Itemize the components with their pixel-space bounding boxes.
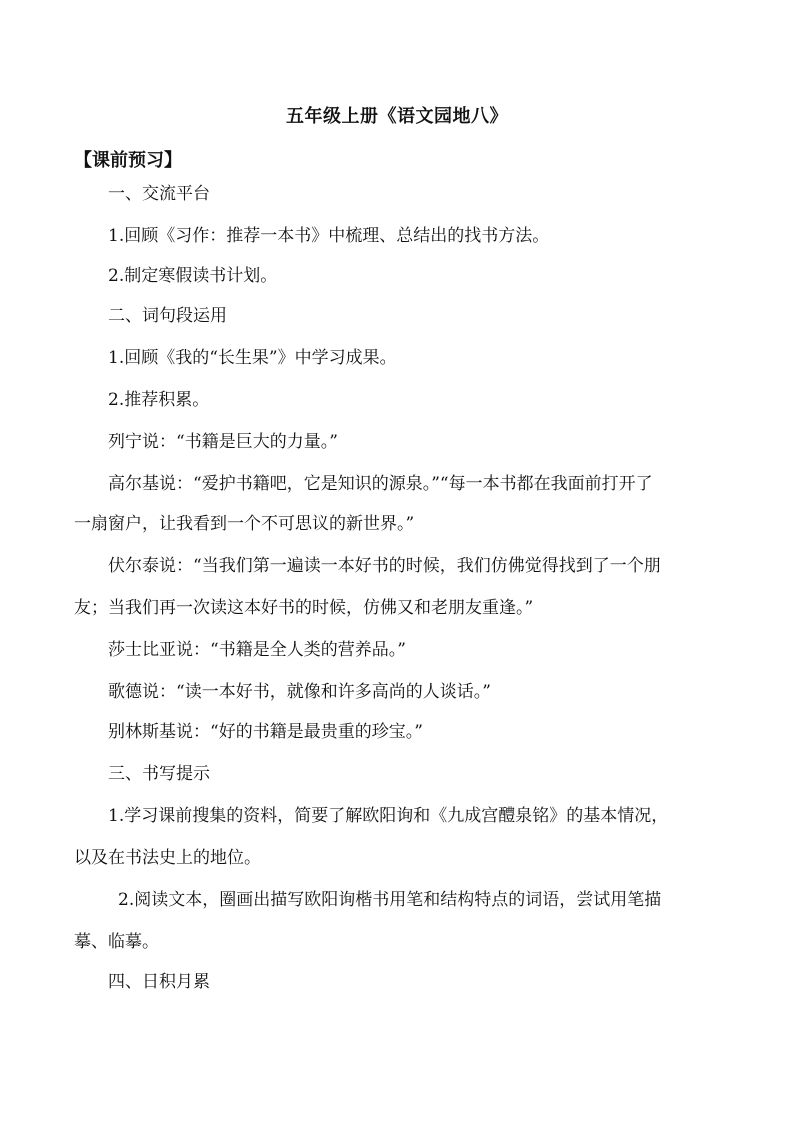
section-heading: 【课前预习】 [74, 150, 182, 171]
paragraph-line: 1.回顾《我的“长生果”》中学习成果。 [108, 348, 397, 368]
paragraph-line-continued: 以及在书法史上的地位。 [74, 848, 261, 868]
quote-line: 伏尔泰说：“当我们第一遍读一本好书的时候，我们仿佛觉得找到了一个朋 [108, 556, 661, 576]
paragraph-line: 1.学习课前搜集的资料，简要了解欧阳询和《九成宫醴泉铭》的基本情况， [108, 806, 669, 826]
subsection-heading-writing-tips: 三、书写提示 [108, 764, 210, 784]
quote-line-continued: 一扇窗户，让我看到一个不可思议的新世界。” [74, 514, 415, 534]
subsection-heading-daily-accumulation: 四、日积月累 [108, 972, 210, 992]
quote-line: 列宁说：“书籍是巨大的力量。” [108, 432, 338, 452]
quote-line-continued: 友；当我们再一次读这本好书的时候，仿佛又和老朋友重逢。” [74, 598, 534, 618]
quote-line: 歌德说：“读一本好书，就像和许多高尚的人谈话。” [108, 682, 491, 702]
quote-line: 高尔基说：“爱护书籍吧，它是知识的源泉。”“每一本书都在我面前打开了 [108, 474, 653, 494]
quote-line: 莎士比亚说：“书籍是全人类的营养品。” [108, 640, 406, 660]
subsection-heading-word-usage: 二、词句段运用 [108, 306, 227, 326]
document-title: 五年级上册《语文园地八》 [286, 106, 508, 127]
paragraph-line-continued: 摹、临摹。 [74, 932, 159, 952]
paragraph-line: 2.推荐积累。 [108, 390, 210, 410]
subsection-heading-exchange-platform: 一、交流平台 [108, 184, 210, 204]
paragraph-line: 1.回顾《习作：推荐一本书》中梳理、总结出的找书方法。 [108, 226, 550, 246]
paragraph-line: 2.阅读文本，圈画出描写欧阳询楷书用笔和结构特点的词语，尝试用笔描 [118, 890, 662, 910]
quote-line: 别林斯基说：“好的书籍是最贵重的珍宝。” [108, 722, 423, 742]
paragraph-line: 2.制定寒假读书计划。 [108, 266, 278, 286]
